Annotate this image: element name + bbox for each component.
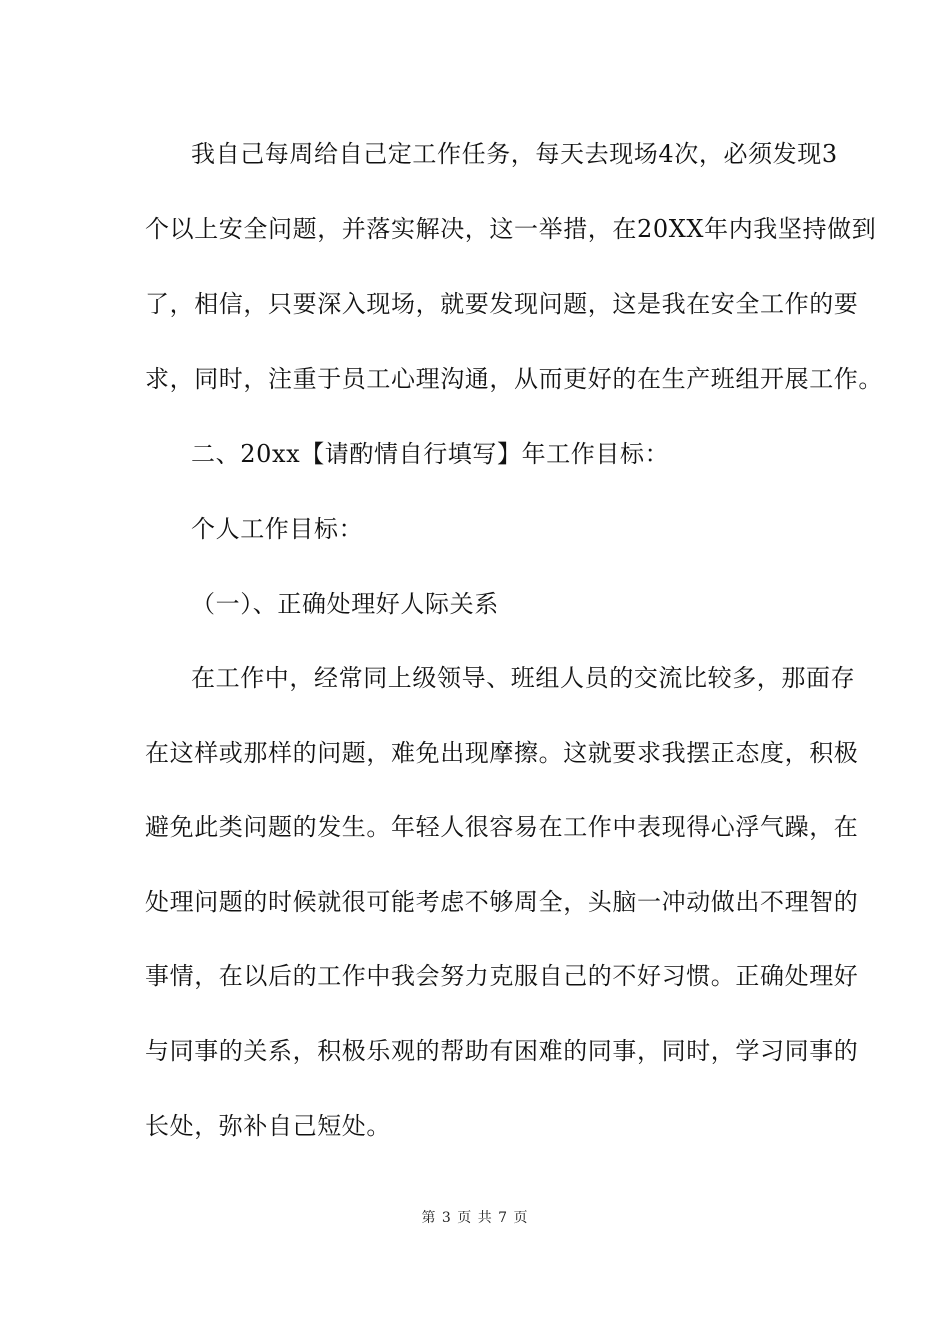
paragraph-line: 事情，在以后的工作中我会努力克服自己的不好习惯。正确处理好 [145, 962, 859, 990]
paragraph-line: 与同事的关系，积极乐观的帮助有困难的同事，同时，学习同事的 [145, 1037, 859, 1065]
subsection-heading: 个人工作目标： [191, 515, 364, 543]
paragraph-line: 长处，弥补自己短处。 [145, 1112, 391, 1140]
paragraph-line: 处理问题的时候就很可能考虑不够周全，头脑一冲动做出不理智的 [145, 888, 859, 916]
paragraph-line: 在工作中，经常同上级领导、班组人员的交流比较多，那面存 [191, 664, 856, 692]
paragraph-line: 我自己每周给自己定工作任务，每天去现场4次，必须发现3 [191, 140, 838, 168]
paragraph-line: 在这样或那样的问题，难免出现摩擦。这就要求我摆正态度，积极 [145, 739, 859, 767]
page-footer: 第 3 页 共 7 页 [421, 1210, 529, 1226]
paragraph-line: 避免此类问题的发生。年轻人很容易在工作中表现得心浮气躁，在 [145, 813, 859, 841]
item-heading: （一）、正确处理好人际关系 [191, 590, 499, 618]
paragraph-line: 求，同时，注重于员工心理沟通，从而更好的在生产班组开展工作。 [145, 365, 883, 393]
section-heading: 二、20xx【请酌情自行填写】年工作目标： [191, 440, 670, 468]
paragraph-line: 个以上安全问题，并落实解决，这一举措，在20XX年内我坚持做到 [145, 215, 877, 243]
paragraph-line: 了，相信，只要深入现场，就要发现问题，这是我在安全工作的要 [145, 290, 859, 318]
